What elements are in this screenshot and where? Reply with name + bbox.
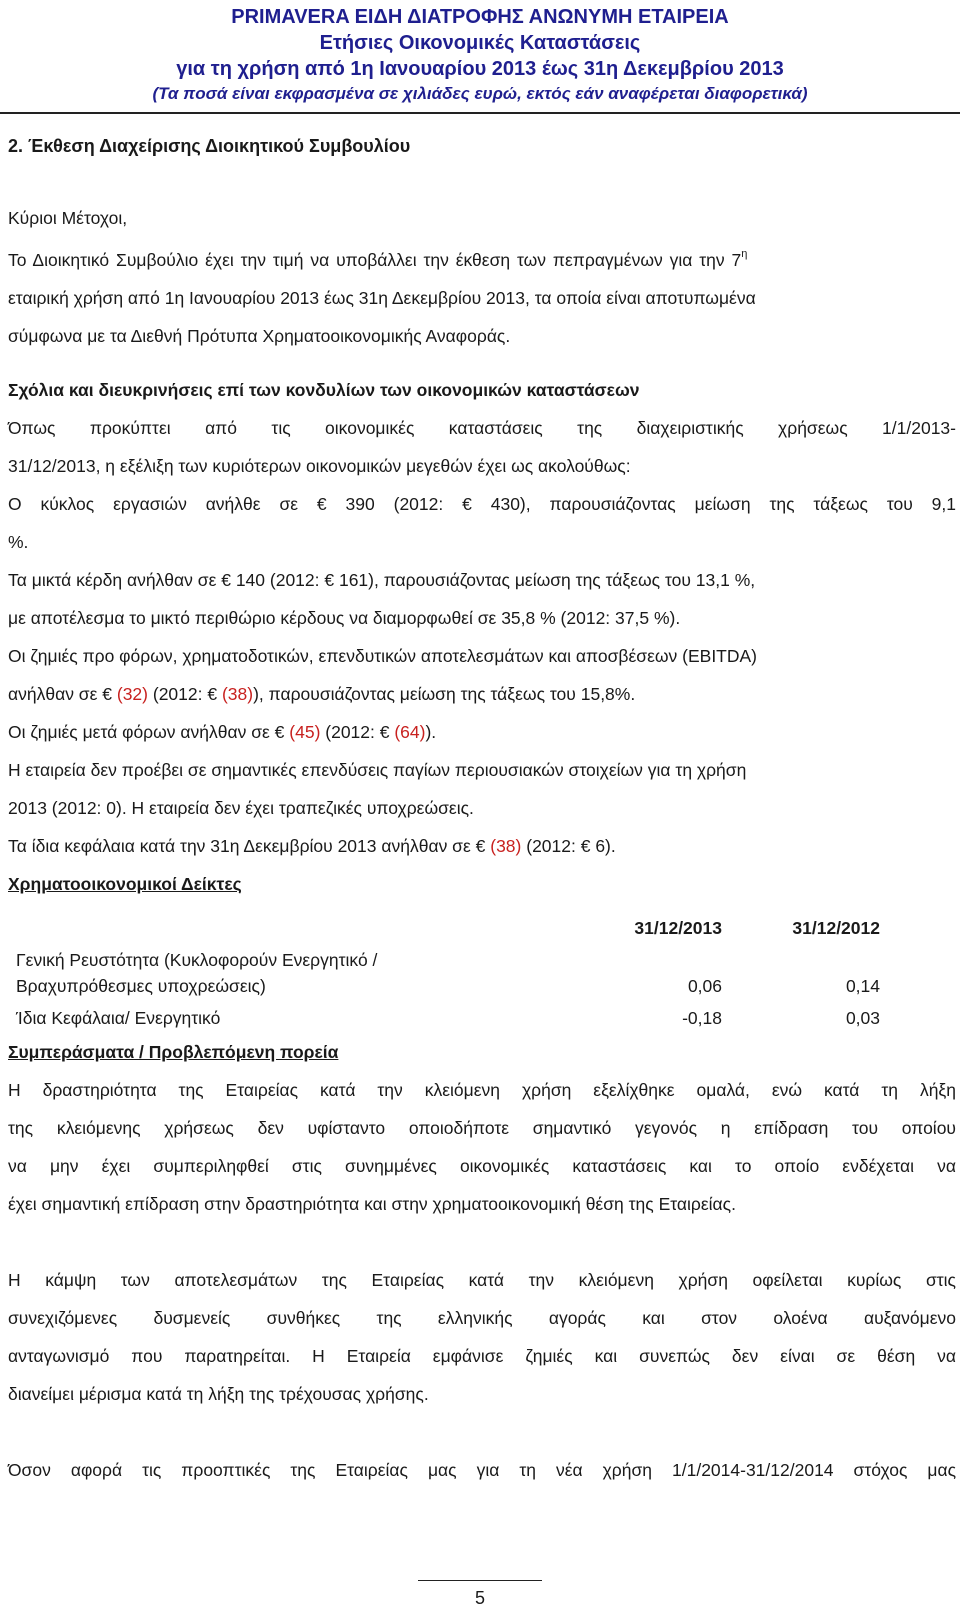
- document-header: [0, 4, 960, 106]
- paragraph-line: 31/12/2013, η εξέλιξη των κυριότερων οικονομικών μεγεθών έχει ως ακολούθως:: [8, 455, 631, 476]
- paragraph-line: της κλειόμενης χρήσεως δεν υφίσταντο οποιοδήποτε σημαντικό γεγονός η επίδραση του οποίου: [8, 1117, 956, 1138]
- net-loss-line: Οι ζημιές μετά φόρων ανήλθαν σε € (45) (2012: € (64)).: [8, 721, 437, 742]
- page-number: 5: [474, 1588, 485, 1608]
- investment-line: 2013 (2012: 0). Η εταιρεία δεν έχει τραπεζικές υποχρεώσεις.: [8, 797, 474, 818]
- paragraph-line: Η δραστηριότητα της Εταιρείας κατά την κλειόμενη χρήση εξελίχθηκε ομαλά, ενώ κατά τη λήξη: [8, 1079, 956, 1100]
- negative-value: (45): [289, 721, 321, 742]
- negative-value: (38): [490, 835, 522, 856]
- ratio-label: Βραχυπρόθεσμες υποχρεώσεις): [16, 975, 266, 996]
- header-divider: [0, 112, 960, 114]
- paragraph-line: να μην έχει συμπεριληφθεί στις συνημμένες οικονομικές καταστάσεις και το οποίο ενδέχεται να: [8, 1155, 956, 1176]
- report-body: [8, 131, 956, 1489]
- ebitda-line: Οι ζημιές προ φόρων, χρηματοδοτικών, επενδυτικών αποτελεσμάτων και αποσβέσεων (EBITDA): [8, 645, 758, 666]
- turnover-line-end: %.: [8, 531, 29, 552]
- paragraph-line: ανταγωνισμό που παρατηρείται. Η Εταιρεία εμφάνισε ζημιές και συνεπώς δεν είναι σε θέση να: [8, 1345, 956, 1366]
- company-name: PRIMAVERA ΕΙΔΗ ΔΙΑΤΡΟΦΗΣ ΑΝΩΝΥΜΗ ΕΤΑΙΡΕΙΑ: [231, 6, 729, 28]
- ratio-value-2012: 0,14: [845, 975, 880, 996]
- ratio-value-2012: 0,03: [845, 1007, 880, 1028]
- negative-value: (32): [116, 683, 148, 704]
- ratios-heading: Χρηματοοικονομικοί Δείκτες: [8, 873, 242, 894]
- report-period: για τη χρήση από 1η Ιανουαρίου 2013 έως 31η Δεκεμβρίου 2013: [176, 58, 784, 80]
- column-header-2013: 31/12/2013: [634, 917, 722, 938]
- footer-divider: [418, 1580, 542, 1581]
- intro-line: Το Διοικητικό Συμβούλιο έχει την τιμή να υποβάλλει την έκθεση των πεπραγμένων για την $7^\eta$: [8, 248, 748, 270]
- intro-line: σύμφωνα με τα Διεθνή Πρότυπα Χρηματοοικονομικής Αναφοράς.: [8, 325, 511, 346]
- paragraph-line: διανείμει μέρισμα κατά τη λήξη της τρέχουσας χρήσης.: [8, 1383, 429, 1404]
- investment-line: Η εταιρεία δεν προέβει σε σημαντικές επενδύσεις παγίων περιουσιακών στοιχείων για τη χρήση: [8, 759, 747, 780]
- equity-line: Τα ίδια κεφάλαια κατά την 31η Δεκεμβρίου 2013 ανήλθαν σε € (38) (2012: € 6).: [8, 835, 616, 856]
- negative-value: (38): [221, 683, 254, 704]
- column-header-2012: 31/12/2012: [792, 917, 880, 938]
- currency-note: (Τα ποσά είναι εκφρασμένα σε χιλιάδες ευρώ, εκτός εάν αναφέρεται διαφορετικά): [152, 84, 808, 103]
- gross-margin-line: με αποτέλεσμα το μικτό περιθώριο κέρδους να διαμορφωθεί σε 35,8 % (2012: 37,5 %).: [8, 607, 681, 628]
- turnover-line: Ο κύκλος εργασιών ανήλθε σε € 390 (2012: € 430), παρουσιάζοντας μείωση της τάξεως του 9,1: [8, 493, 956, 514]
- greeting: Κύριοι Μέτοχοι,: [8, 208, 128, 228]
- negative-value: (64): [394, 721, 426, 742]
- ebitda-values-line: ανήλθαν σε € (32) (2012: € (38)), παρουσιάζοντας μείωση της τάξεως του 15,8%.: [8, 683, 636, 704]
- section-title: 2. Έκθεση Διαχείρισης Διοικητικού Συμβουλίου: [8, 136, 411, 156]
- paragraph-line: Όσον αφορά τις προοπτικές της Εταιρείας μας για τη νέα χρήση 1/1/2014-31/12/2014 στόχος μας: [8, 1459, 956, 1480]
- paragraph-line: Όπως προκύπτει από τις οικονομικές καταστάσεις της διαχειριστικής χρήσεως 1/1/2013-: [8, 417, 956, 438]
- outlook-heading: Συμπεράσματα / Προβλεπόμενη πορεία: [8, 1041, 339, 1062]
- ratios-table: [8, 907, 956, 1028]
- paragraph-line: Η κάμψη των αποτελεσμάτων της Εταιρείας κατά την κλειόμενη χρήση οφείλεται κυρίως στις: [8, 1269, 956, 1290]
- intro-line: εταιρική χρήση από 1η Ιανουαρίου 2013 έως 31η Δεκεμβρίου 2013, τα οποία είναι αποτυπωμένα: [8, 287, 756, 308]
- paragraph-line: έχει σημαντική επίδραση στην δραστηριότητα και στην χρηματοοικονομική θέση της Εταιρείας.: [8, 1193, 736, 1214]
- gross-profit-line: Τα μικτά κέρδη ανήλθαν σε € 140 (2012: € 161), παρουσιάζοντας μείωση της τάξεως του 13,1 %,: [8, 569, 756, 590]
- ratio-label: Γενική Ρευστότητα (Κυκλοφορούν Ενεργητικό /: [16, 949, 378, 970]
- comments-heading: Σχόλια και διευκρινήσεις επί των κονδυλίων των οικονομικών καταστάσεων: [8, 379, 640, 400]
- ratio-label: Ίδια Κεφάλαια/ Ενεργητικό: [16, 1007, 221, 1028]
- report-subtitle: Ετήσιες Οικονομικές Καταστάσεις: [319, 32, 641, 54]
- paragraph-line: συνεχιζόμενες δυσμενείς συνθήκες της ελληνικής αγοράς και στον ολοένα αυξανόμενο: [8, 1307, 956, 1328]
- ratio-value-2013: 0,06: [687, 975, 722, 996]
- ratio-value-2013: -0,18: [682, 1007, 722, 1028]
